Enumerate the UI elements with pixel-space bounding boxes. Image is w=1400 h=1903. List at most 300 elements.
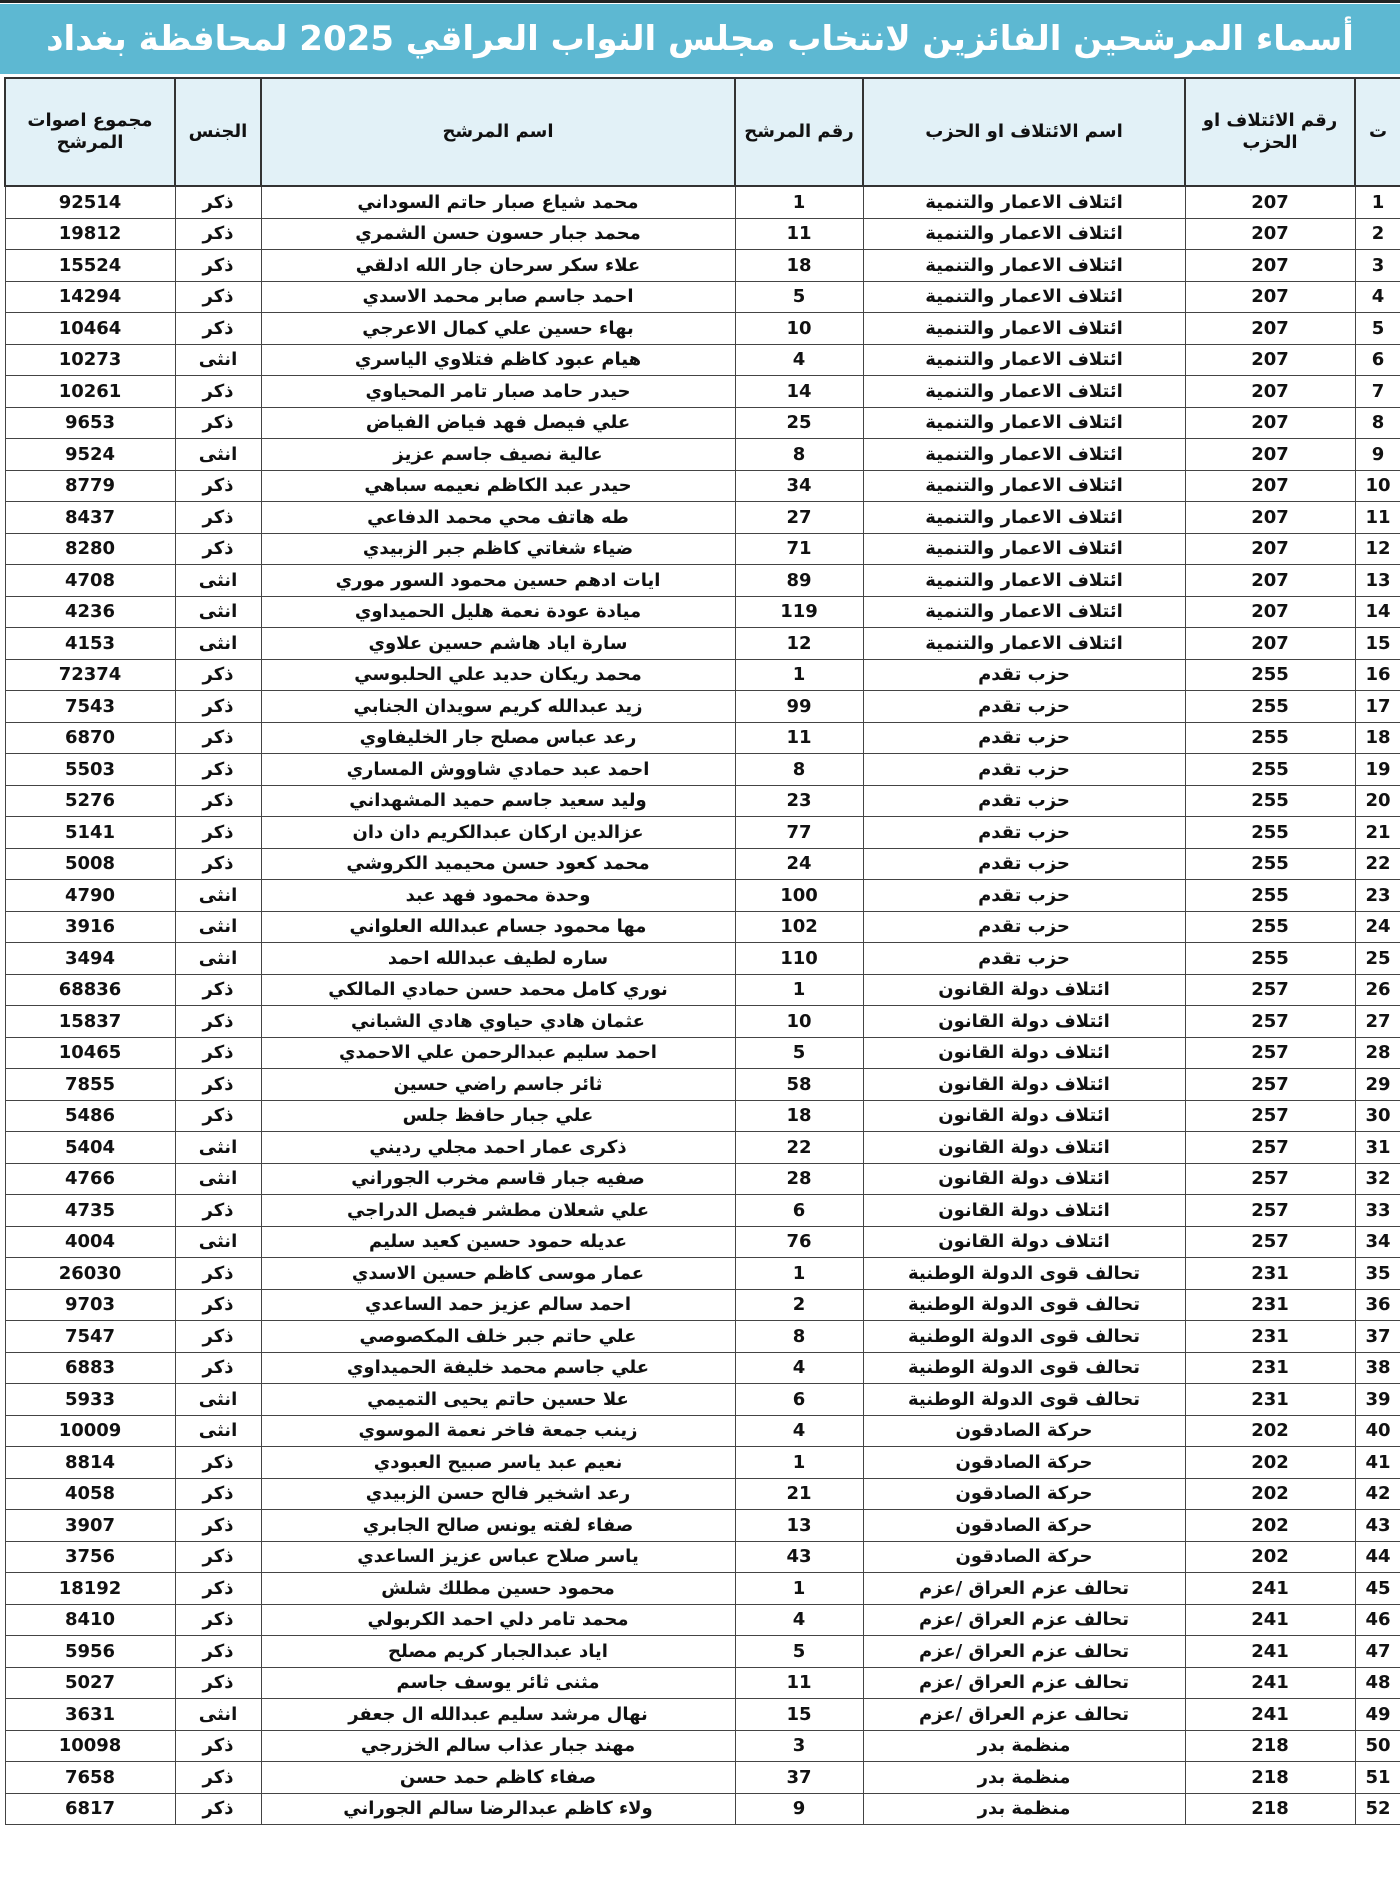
cell-gender: انثى xyxy=(175,1132,261,1164)
cell-candidate-name: عمار موسى كاظم حسين الاسدي xyxy=(261,1258,735,1290)
cell-party-name: تحالف عزم العراق /عزم xyxy=(863,1636,1185,1668)
cell-seq: 6 xyxy=(1355,344,1400,376)
cell-votes: 8437 xyxy=(5,502,175,534)
cell-candidate-name: زيد عبدالله كريم سويدان الجنابي xyxy=(261,691,735,723)
cell-party-number: 207 xyxy=(1185,344,1355,376)
cell-votes: 5933 xyxy=(5,1384,175,1416)
cell-candidate-number: 71 xyxy=(735,533,863,565)
table-row xyxy=(5,1226,1400,1258)
table-body xyxy=(5,186,1400,1825)
cell-candidate-number: 3 xyxy=(735,1730,863,1762)
cell-candidate-number: 89 xyxy=(735,565,863,597)
cell-seq: 26 xyxy=(1355,974,1400,1006)
cell-votes: 8814 xyxy=(5,1447,175,1479)
cell-votes: 6817 xyxy=(5,1793,175,1825)
cell-votes: 4153 xyxy=(5,628,175,660)
cell-party-name: ائتلاف الاعمار والتنمية xyxy=(863,281,1185,313)
cell-gender: انثى xyxy=(175,1699,261,1731)
cell-candidate-name: احمد عبد حمادي شاووش المساري xyxy=(261,754,735,786)
cell-gender: ذكر xyxy=(175,817,261,849)
cell-party-number: 207 xyxy=(1185,281,1355,313)
cell-candidate-name: علي فيصل فهد فياض الفياض xyxy=(261,407,735,439)
cell-votes: 15524 xyxy=(5,250,175,282)
table-row xyxy=(5,1636,1400,1668)
cell-candidate-number: 1 xyxy=(735,1258,863,1290)
cell-party-name: حركة الصادقون xyxy=(863,1415,1185,1447)
cell-party-name: ائتلاف الاعمار والتنمية xyxy=(863,250,1185,282)
table-row xyxy=(5,1258,1400,1290)
header-candidate-number: رقم المرشح xyxy=(735,78,863,186)
table-row xyxy=(5,1604,1400,1636)
cell-seq: 49 xyxy=(1355,1699,1400,1731)
cell-party-number: 202 xyxy=(1185,1415,1355,1447)
table-row xyxy=(5,659,1400,691)
cell-votes: 7658 xyxy=(5,1762,175,1794)
cell-party-name: ائتلاف دولة القانون xyxy=(863,1006,1185,1038)
cell-candidate-name: مهند جبار عذاب سالم الخزرجي xyxy=(261,1730,735,1762)
cell-seq: 41 xyxy=(1355,1447,1400,1479)
cell-party-name: تحالف قوى الدولة الوطنية xyxy=(863,1289,1185,1321)
winners-table xyxy=(4,77,1400,1825)
cell-candidate-name: مها محمود جسام عبدالله العلواني xyxy=(261,911,735,943)
cell-gender: ذكر xyxy=(175,186,261,218)
cell-candidate-name: علي حاتم جبر خلف المكصوصي xyxy=(261,1321,735,1353)
cell-votes: 5956 xyxy=(5,1636,175,1668)
cell-votes: 5276 xyxy=(5,785,175,817)
cell-party-number: 241 xyxy=(1185,1604,1355,1636)
cell-party-name: ائتلاف الاعمار والتنمية xyxy=(863,533,1185,565)
cell-candidate-name: محمود حسين مطلك شلش xyxy=(261,1573,735,1605)
cell-gender: ذكر xyxy=(175,1100,261,1132)
cell-candidate-number: 14 xyxy=(735,376,863,408)
cell-party-name: حركة الصادقون xyxy=(863,1510,1185,1542)
cell-candidate-name: صفيه جبار قاسم مخرب الجوراني xyxy=(261,1163,735,1195)
cell-seq: 10 xyxy=(1355,470,1400,502)
cell-gender: ذكر xyxy=(175,1573,261,1605)
cell-gender: ذكر xyxy=(175,1636,261,1668)
cell-party-number: 257 xyxy=(1185,1195,1355,1227)
cell-seq: 43 xyxy=(1355,1510,1400,1542)
cell-seq: 33 xyxy=(1355,1195,1400,1227)
table-row xyxy=(5,1069,1400,1101)
cell-gender: ذكر xyxy=(175,1258,261,1290)
cell-candidate-number: 18 xyxy=(735,250,863,282)
cell-votes: 4790 xyxy=(5,880,175,912)
table-row xyxy=(5,439,1400,471)
cell-seq: 45 xyxy=(1355,1573,1400,1605)
cell-gender: انثى xyxy=(175,344,261,376)
cell-party-name: تحالف عزم العراق /عزم xyxy=(863,1604,1185,1636)
cell-votes: 4058 xyxy=(5,1478,175,1510)
cell-party-number: 255 xyxy=(1185,722,1355,754)
cell-party-name: ائتلاف الاعمار والتنمية xyxy=(863,376,1185,408)
cell-candidate-name: محمد تامر دلي احمد الكربولي xyxy=(261,1604,735,1636)
cell-seq: 16 xyxy=(1355,659,1400,691)
cell-candidate-name: محمد جبار حسون حسن الشمري xyxy=(261,218,735,250)
cell-candidate-number: 11 xyxy=(735,1667,863,1699)
cell-gender: ذكر xyxy=(175,848,261,880)
cell-party-number: 257 xyxy=(1185,1069,1355,1101)
cell-votes: 4004 xyxy=(5,1226,175,1258)
cell-votes: 7547 xyxy=(5,1321,175,1353)
table-row xyxy=(5,186,1400,218)
cell-party-number: 231 xyxy=(1185,1384,1355,1416)
cell-votes: 9524 xyxy=(5,439,175,471)
table-row xyxy=(5,281,1400,313)
cell-party-name: منظمة بدر xyxy=(863,1793,1185,1825)
cell-candidate-name: علا حسين حاتم يحيى التميمي xyxy=(261,1384,735,1416)
cell-candidate-number: 34 xyxy=(735,470,863,502)
header-party-number: رقم الائتلاف او الحزب xyxy=(1185,78,1355,186)
cell-party-name: حزب تقدم xyxy=(863,911,1185,943)
cell-votes: 18192 xyxy=(5,1573,175,1605)
cell-seq: 35 xyxy=(1355,1258,1400,1290)
cell-party-name: ائتلاف الاعمار والتنمية xyxy=(863,344,1185,376)
cell-votes: 4236 xyxy=(5,596,175,628)
cell-seq: 12 xyxy=(1355,533,1400,565)
cell-candidate-name: عزالدين اركان عبدالكريم دان دان xyxy=(261,817,735,849)
cell-gender: ذكر xyxy=(175,974,261,1006)
cell-gender: ذكر xyxy=(175,1069,261,1101)
cell-party-name: منظمة بدر xyxy=(863,1730,1185,1762)
cell-candidate-number: 8 xyxy=(735,754,863,786)
cell-candidate-name: علي شعلان مطشر فيصل الدراجي xyxy=(261,1195,735,1227)
table-row xyxy=(5,218,1400,250)
cell-party-name: تحالف قوى الدولة الوطنية xyxy=(863,1352,1185,1384)
cell-seq: 25 xyxy=(1355,943,1400,975)
cell-votes: 10273 xyxy=(5,344,175,376)
cell-party-number: 241 xyxy=(1185,1573,1355,1605)
cell-party-number: 202 xyxy=(1185,1510,1355,1542)
cell-party-name: ائتلاف الاعمار والتنمية xyxy=(863,470,1185,502)
cell-candidate-name: حيدر عبد الكاظم نعيمه سباهي xyxy=(261,470,735,502)
cell-seq: 4 xyxy=(1355,281,1400,313)
header-seq: ت xyxy=(1355,78,1400,186)
cell-candidate-number: 21 xyxy=(735,1478,863,1510)
cell-gender: ذكر xyxy=(175,1541,261,1573)
cell-party-name: حزب تقدم xyxy=(863,848,1185,880)
cell-votes: 3756 xyxy=(5,1541,175,1573)
cell-gender: انثى xyxy=(175,628,261,660)
table-row xyxy=(5,943,1400,975)
cell-party-name: حركة الصادقون xyxy=(863,1447,1185,1479)
cell-candidate-name: ايات ادهم حسين محمود السور موري xyxy=(261,565,735,597)
cell-seq: 40 xyxy=(1355,1415,1400,1447)
table-row xyxy=(5,1321,1400,1353)
cell-votes: 5404 xyxy=(5,1132,175,1164)
cell-candidate-name: احمد سالم عزيز حمد الساعدي xyxy=(261,1289,735,1321)
cell-candidate-number: 2 xyxy=(735,1289,863,1321)
cell-gender: ذكر xyxy=(175,376,261,408)
cell-party-name: ائتلاف دولة القانون xyxy=(863,1069,1185,1101)
cell-gender: ذكر xyxy=(175,754,261,786)
cell-candidate-name: رعد اشخير فالح حسن الزبيدي xyxy=(261,1478,735,1510)
cell-candidate-name: نوري كامل محمد حسن حمادي المالكي xyxy=(261,974,735,1006)
cell-party-number: 207 xyxy=(1185,502,1355,534)
cell-gender: ذكر xyxy=(175,218,261,250)
table-row xyxy=(5,1793,1400,1825)
cell-seq: 1 xyxy=(1355,186,1400,218)
cell-party-number: 255 xyxy=(1185,659,1355,691)
cell-party-name: حركة الصادقون xyxy=(863,1478,1185,1510)
cell-seq: 31 xyxy=(1355,1132,1400,1164)
cell-votes: 4766 xyxy=(5,1163,175,1195)
table-row xyxy=(5,848,1400,880)
cell-candidate-name: هيام عبود كاظم فتلاوي الياسري xyxy=(261,344,735,376)
cell-party-number: 207 xyxy=(1185,628,1355,660)
cell-party-name: حزب تقدم xyxy=(863,659,1185,691)
cell-seq: 8 xyxy=(1355,407,1400,439)
cell-gender: انثى xyxy=(175,439,261,471)
cell-votes: 68836 xyxy=(5,974,175,1006)
cell-candidate-name: سارة اياد هاشم حسين علاوي xyxy=(261,628,735,660)
table-row xyxy=(5,1667,1400,1699)
cell-party-number: 241 xyxy=(1185,1699,1355,1731)
cell-party-name: ائتلاف الاعمار والتنمية xyxy=(863,218,1185,250)
table-row xyxy=(5,1730,1400,1762)
table-row xyxy=(5,502,1400,534)
table-row xyxy=(5,1132,1400,1164)
cell-candidate-number: 8 xyxy=(735,439,863,471)
top-border-line xyxy=(0,0,1400,3)
table-row xyxy=(5,565,1400,597)
cell-seq: 22 xyxy=(1355,848,1400,880)
cell-votes: 5008 xyxy=(5,848,175,880)
table-row xyxy=(5,974,1400,1006)
cell-candidate-number: 28 xyxy=(735,1163,863,1195)
cell-votes: 7543 xyxy=(5,691,175,723)
cell-candidate-number: 4 xyxy=(735,1352,863,1384)
cell-candidate-number: 76 xyxy=(735,1226,863,1258)
cell-gender: ذكر xyxy=(175,407,261,439)
cell-seq: 11 xyxy=(1355,502,1400,534)
cell-gender: ذكر xyxy=(175,1667,261,1699)
table-row xyxy=(5,754,1400,786)
cell-party-name: حزب تقدم xyxy=(863,722,1185,754)
cell-party-number: 207 xyxy=(1185,596,1355,628)
cell-party-name: ائتلاف الاعمار والتنمية xyxy=(863,407,1185,439)
cell-seq: 38 xyxy=(1355,1352,1400,1384)
table-row xyxy=(5,1384,1400,1416)
cell-candidate-number: 58 xyxy=(735,1069,863,1101)
cell-seq: 3 xyxy=(1355,250,1400,282)
cell-candidate-number: 5 xyxy=(735,281,863,313)
cell-gender: ذكر xyxy=(175,1006,261,1038)
cell-party-number: 257 xyxy=(1185,1037,1355,1069)
cell-candidate-number: 24 xyxy=(735,848,863,880)
cell-candidate-name: احمد جاسم صابر محمد الاسدي xyxy=(261,281,735,313)
cell-gender: ذكر xyxy=(175,250,261,282)
cell-votes: 7855 xyxy=(5,1069,175,1101)
cell-candidate-name: ذكرى عمار احمد مجلي رديني xyxy=(261,1132,735,1164)
cell-candidate-number: 10 xyxy=(735,313,863,345)
table-header xyxy=(5,78,1400,186)
cell-candidate-name: ميادة عودة نعمة هليل الحميداوي xyxy=(261,596,735,628)
cell-party-number: 202 xyxy=(1185,1478,1355,1510)
cell-seq: 20 xyxy=(1355,785,1400,817)
cell-seq: 32 xyxy=(1355,1163,1400,1195)
cell-gender: انثى xyxy=(175,943,261,975)
table-row xyxy=(5,1100,1400,1132)
cell-votes: 72374 xyxy=(5,659,175,691)
cell-party-number: 255 xyxy=(1185,754,1355,786)
cell-party-name: ائتلاف دولة القانون xyxy=(863,1163,1185,1195)
cell-seq: 47 xyxy=(1355,1636,1400,1668)
cell-party-number: 255 xyxy=(1185,817,1355,849)
cell-candidate-name: حيدر حامد صبار تامر المحياوي xyxy=(261,376,735,408)
cell-gender: ذكر xyxy=(175,1762,261,1794)
cell-votes: 10465 xyxy=(5,1037,175,1069)
cell-gender: ذكر xyxy=(175,1730,261,1762)
cell-party-name: تحالف عزم العراق /عزم xyxy=(863,1667,1185,1699)
header-row xyxy=(5,78,1400,186)
cell-party-number: 255 xyxy=(1185,848,1355,880)
cell-gender: ذكر xyxy=(175,659,261,691)
table-row xyxy=(5,407,1400,439)
cell-party-name: منظمة بدر xyxy=(863,1762,1185,1794)
cell-candidate-name: عالية نصيف جاسم عزيز xyxy=(261,439,735,471)
cell-gender: ذكر xyxy=(175,1321,261,1353)
cell-party-number: 257 xyxy=(1185,1132,1355,1164)
cell-candidate-name: نهال مرشد سليم عبدالله ال جعفر xyxy=(261,1699,735,1731)
cell-gender: انثى xyxy=(175,911,261,943)
table-row xyxy=(5,250,1400,282)
cell-candidate-number: 11 xyxy=(735,722,863,754)
cell-seq: 23 xyxy=(1355,880,1400,912)
cell-candidate-number: 22 xyxy=(735,1132,863,1164)
cell-gender: ذكر xyxy=(175,1478,261,1510)
cell-party-number: 231 xyxy=(1185,1289,1355,1321)
cell-candidate-number: 23 xyxy=(735,785,863,817)
cell-seq: 37 xyxy=(1355,1321,1400,1353)
cell-party-number: 207 xyxy=(1185,533,1355,565)
cell-party-number: 257 xyxy=(1185,1226,1355,1258)
cell-candidate-number: 119 xyxy=(735,596,863,628)
cell-gender: ذكر xyxy=(175,1793,261,1825)
cell-votes: 8280 xyxy=(5,533,175,565)
table-row xyxy=(5,691,1400,723)
cell-party-number: 257 xyxy=(1185,1163,1355,1195)
cell-party-number: 207 xyxy=(1185,407,1355,439)
cell-seq: 5 xyxy=(1355,313,1400,345)
cell-gender: انثى xyxy=(175,1226,261,1258)
cell-seq: 36 xyxy=(1355,1289,1400,1321)
cell-candidate-number: 1 xyxy=(735,186,863,218)
header-votes: مجموع اصوات المرشح xyxy=(5,78,175,186)
cell-gender: انثى xyxy=(175,596,261,628)
cell-candidate-name: عثمان هادي حياوي هادي الشباني xyxy=(261,1006,735,1038)
cell-seq: 46 xyxy=(1355,1604,1400,1636)
cell-party-number: 255 xyxy=(1185,691,1355,723)
cell-party-number: 255 xyxy=(1185,911,1355,943)
cell-candidate-name: محمد ريكان حديد علي الحلبوسي xyxy=(261,659,735,691)
cell-gender: ذكر xyxy=(175,1447,261,1479)
header-party-name: اسم الائتلاف او الحزب xyxy=(863,78,1185,186)
cell-candidate-number: 99 xyxy=(735,691,863,723)
cell-party-name: ائتلاف دولة القانون xyxy=(863,1100,1185,1132)
cell-votes: 10098 xyxy=(5,1730,175,1762)
cell-candidate-number: 102 xyxy=(735,911,863,943)
table-row xyxy=(5,1573,1400,1605)
cell-seq: 13 xyxy=(1355,565,1400,597)
cell-party-number: 255 xyxy=(1185,943,1355,975)
table-row xyxy=(5,1415,1400,1447)
cell-gender: ذكر xyxy=(175,1037,261,1069)
cell-candidate-name: علاء سكر سرحان جار الله ادلقي xyxy=(261,250,735,282)
cell-party-name: ائتلاف دولة القانون xyxy=(863,1037,1185,1069)
cell-candidate-name: بهاء حسين علي كمال الاعرجي xyxy=(261,313,735,345)
table-row xyxy=(5,1510,1400,1542)
table-row xyxy=(5,533,1400,565)
cell-seq: 34 xyxy=(1355,1226,1400,1258)
cell-party-name: ائتلاف الاعمار والتنمية xyxy=(863,439,1185,471)
cell-seq: 29 xyxy=(1355,1069,1400,1101)
cell-party-name: حزب تقدم xyxy=(863,943,1185,975)
cell-candidate-number: 5 xyxy=(735,1037,863,1069)
cell-party-name: ائتلاف دولة القانون xyxy=(863,974,1185,1006)
cell-seq: 15 xyxy=(1355,628,1400,660)
cell-party-name: حزب تقدم xyxy=(863,754,1185,786)
cell-seq: 50 xyxy=(1355,1730,1400,1762)
cell-candidate-number: 37 xyxy=(735,1762,863,1794)
table-row xyxy=(5,376,1400,408)
cell-candidate-number: 6 xyxy=(735,1195,863,1227)
cell-candidate-name: وحدة محمود فهد عبد xyxy=(261,880,735,912)
header-gender: الجنس xyxy=(175,78,261,186)
cell-candidate-name: محمد شياع صبار حاتم السوداني xyxy=(261,186,735,218)
cell-candidate-number: 1 xyxy=(735,1447,863,1479)
table-row xyxy=(5,1478,1400,1510)
cell-party-number: 218 xyxy=(1185,1730,1355,1762)
cell-votes: 6870 xyxy=(5,722,175,754)
page-title: أسماء المرشحين الفائزين لانتخاب مجلس النواب العراقي 2025 لمحافظة بغداد xyxy=(0,4,1400,74)
cell-gender: انثى xyxy=(175,1415,261,1447)
cell-candidate-number: 18 xyxy=(735,1100,863,1132)
cell-candidate-number: 6 xyxy=(735,1384,863,1416)
cell-party-name: ائتلاف الاعمار والتنمية xyxy=(863,502,1185,534)
cell-candidate-name: ولاء كاظم عبدالرضا سالم الجوراني xyxy=(261,1793,735,1825)
cell-candidate-number: 77 xyxy=(735,817,863,849)
cell-votes: 8779 xyxy=(5,470,175,502)
cell-party-number: 257 xyxy=(1185,1100,1355,1132)
cell-seq: 27 xyxy=(1355,1006,1400,1038)
cell-party-number: 202 xyxy=(1185,1447,1355,1479)
cell-party-number: 255 xyxy=(1185,785,1355,817)
cell-candidate-name: علي جبار حافظ جلس xyxy=(261,1100,735,1132)
table-row xyxy=(5,785,1400,817)
cell-party-number: 207 xyxy=(1185,439,1355,471)
cell-party-number: 231 xyxy=(1185,1321,1355,1353)
cell-votes: 6883 xyxy=(5,1352,175,1384)
table-row xyxy=(5,1195,1400,1227)
cell-votes: 9703 xyxy=(5,1289,175,1321)
cell-votes: 26030 xyxy=(5,1258,175,1290)
cell-votes: 4708 xyxy=(5,565,175,597)
cell-party-number: 255 xyxy=(1185,880,1355,912)
cell-party-name: ائتلاف دولة القانون xyxy=(863,1195,1185,1227)
cell-party-name: تحالف قوى الدولة الوطنية xyxy=(863,1258,1185,1290)
cell-votes: 10261 xyxy=(5,376,175,408)
cell-party-number: 218 xyxy=(1185,1762,1355,1794)
cell-candidate-name: احمد سليم عبدالرحمن علي الاحمدي xyxy=(261,1037,735,1069)
cell-party-number: 241 xyxy=(1185,1667,1355,1699)
cell-party-number: 207 xyxy=(1185,313,1355,345)
cell-votes: 8410 xyxy=(5,1604,175,1636)
cell-gender: ذكر xyxy=(175,313,261,345)
cell-candidate-number: 15 xyxy=(735,1699,863,1731)
cell-seq: 30 xyxy=(1355,1100,1400,1132)
cell-candidate-number: 1 xyxy=(735,974,863,1006)
